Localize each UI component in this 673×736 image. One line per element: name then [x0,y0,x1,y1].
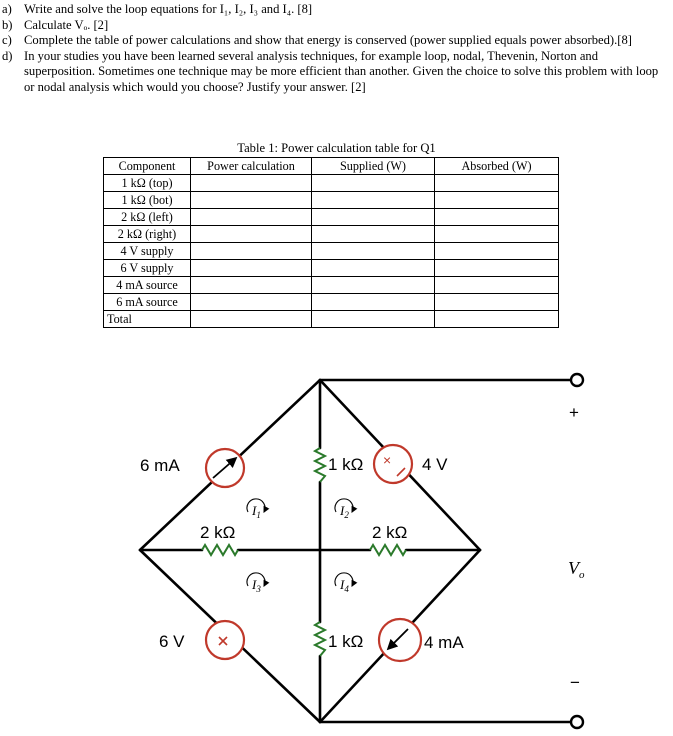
svg-text:I2: $I_2$ [340,503,349,520]
question-label: d) [2,48,13,63]
label-res-top: 1 kΩ [328,455,364,474]
loop-current-i3 [247,573,265,594]
resistor-right-2k [370,545,406,555]
question-text: Complete the table of power calculations and show that energy is conserved (power supplied equals power absorbed).[8] [24,33,632,48]
label-4v: 4 V [422,455,448,474]
question-text: In your studies you have been learned several analysis techniques, for example loop, nodal, Thevenin, Norton and superposition. Sometimes one technique may be more efficient than another. Given the choice to solve this problem with loop or nodal analysis which would you choose? Justify your answer. [2] [24,48,659,94]
question-text: Write and solve the loop equations for I₁, I₂, I₃ and I₄. [8] [24,2,313,16]
header-power-calculation: Power calculation [191,158,312,175]
header-supplied: Supplied (W) [312,158,435,175]
component-cell: 1 kΩ (top) [104,175,191,192]
label-plus: + [569,403,579,422]
label-6v: 6 V [159,632,185,651]
voltage-source-4v [374,445,412,483]
loop-current-i4 [335,573,353,594]
label-res-left: 2 kΩ [200,523,236,542]
loop-current-i2 [335,499,353,520]
component-cell: 6 mA source [104,294,191,311]
table-caption: Table 1: Power calculation table for Q1 [237,141,436,155]
component-cell: 4 mA source [104,277,191,294]
label-vo: $V_o$ [568,558,585,581]
terminal-top [571,374,583,386]
resistor-bottom-1k [315,622,325,656]
label-minus: − [570,673,580,692]
component-cell: Total [104,311,191,328]
svg-text:I4: $I_4$ [340,577,349,594]
label-res-bottom: 1 kΩ [328,632,364,651]
question-text: Calculate Vₒ. [2] [24,17,109,32]
component-cell: 1 kΩ (bot) [104,192,191,209]
loop-current-i1 [247,499,265,520]
component-cell: 2 kΩ (right) [104,226,191,243]
component-cell: 6 V supply [104,260,191,277]
svg-text:I1: $I_1$ [252,503,261,520]
component-cell: 2 kΩ (left) [104,209,191,226]
question-label: c) [2,33,12,48]
svg-text:I3: $I_3$ [252,577,261,594]
resistor-top-1k [315,448,325,482]
current-source-4ma [379,619,421,661]
component-cell: 4 V supply [104,243,191,260]
header-absorbed: Absorbed (W) [435,158,559,175]
terminal-bottom [571,716,583,728]
question-label: a) [2,2,12,16]
label-6ma: 6 mA [140,456,180,475]
resistor-left-2k [202,545,238,555]
question-label: b) [2,17,13,32]
label-4ma: 4 mA [424,633,464,652]
svg-text:×: × [383,452,392,468]
header-component: Component [104,158,191,175]
voltage-source-6v [206,621,244,659]
label-res-right: 2 kΩ [372,523,408,542]
current-source-6ma [206,449,244,487]
